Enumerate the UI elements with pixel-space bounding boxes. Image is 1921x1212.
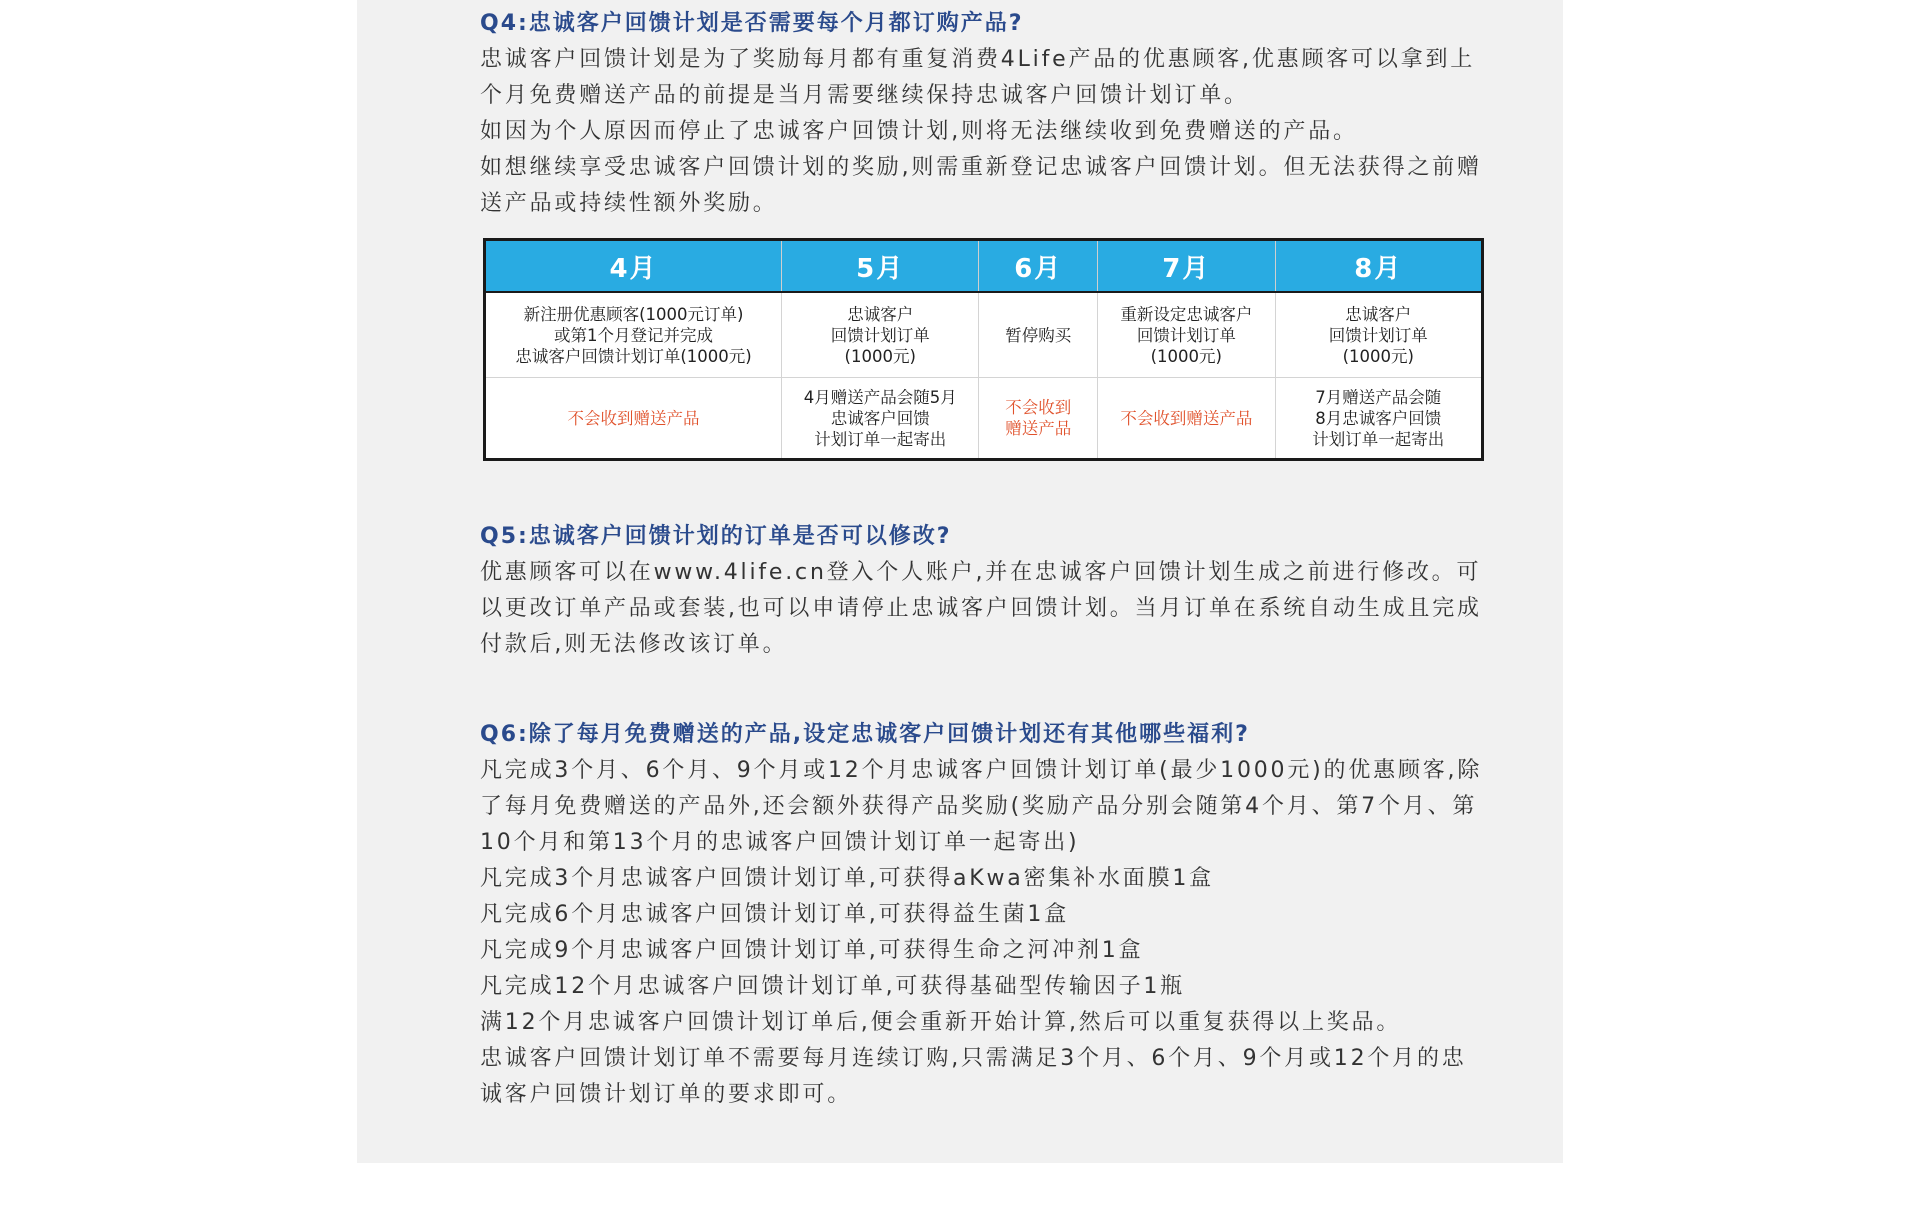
question-title: Q6:除了每月免费赠送的产品,设定忠诚客户回馈计划还有其他哪些福利?: [480, 722, 1250, 747]
table-cell: [782, 292, 979, 378]
answer-paragraph: 凡完成6个月忠诚客户回馈计划订单,可获得益生菌1盒: [480, 902, 1069, 927]
cell-line: 不会收到赠送产品: [1120, 408, 1253, 428]
cell-line: 不会收到: [1005, 398, 1072, 417]
cell-line: 忠诚客户回馈: [830, 408, 930, 428]
cell-line: 计划订单一起寄出: [814, 429, 947, 449]
cell-line: 暂停购买: [1005, 325, 1072, 345]
cell-line: 新注册优惠顾客(1000元订单): [523, 304, 744, 324]
answer-paragraph: 如想继续享受忠诚客户回馈计划的奖励,则需重新登记忠诚客户回馈计划。但无法获得之前赠送产品或持续性额外奖励。: [480, 155, 1482, 216]
faq-q6: [480, 717, 1488, 1113]
header-june: 6月: [979, 240, 1098, 293]
answer-paragraph: 如因为个人原因而停止了忠诚客户回馈计划,则将无法继续收到免费赠送的产品。: [480, 119, 1358, 144]
header-april: 4月: [485, 240, 782, 293]
answer-paragraph: 满12个月忠诚客户回馈计划订单后,便会重新开始计算,然后可以重复获得以上奖品。: [480, 1010, 1402, 1035]
answer-paragraph: 凡完成3个月忠诚客户回馈计划订单,可获得aKwa密集补水面膜1盒: [480, 866, 1214, 891]
cell-line: 计划订单一起寄出: [1312, 429, 1445, 449]
cell-line: (1000元): [1150, 346, 1222, 366]
table-cell: [485, 378, 782, 460]
header-august: 8月: [1275, 240, 1482, 293]
cell-line: 忠诚客户: [847, 304, 914, 324]
table-row: [485, 292, 1483, 378]
answer-paragraph: 凡完成12个月忠诚客户回馈计划订单,可获得基础型传输因子1瓶: [480, 974, 1185, 999]
table-header-row: [485, 240, 1483, 293]
cell-line: 忠诚客户回馈计划订单(1000元): [515, 346, 752, 366]
cell-line: 7月赠送产品会随: [1315, 387, 1442, 407]
cell-line: 回馈计划订单: [830, 325, 930, 345]
table-cell: [782, 378, 979, 460]
question-title: Q5:忠诚客户回馈计划的订单是否可以修改?: [480, 524, 952, 549]
cell-line: 赠送产品: [1005, 419, 1072, 438]
faq-q4: [480, 6, 1488, 222]
answer-paragraph: 凡完成3个月、6个月、9个月或12个月忠诚客户回馈计划订单(最少1000元)的优惠顾客,除了每月免费赠送的产品外,还会额外获得产品奖励(奖励产品分别会随第4个月、第7个月、第10个月和第13个月的忠诚客户回馈计划订单一起寄出): [480, 758, 1483, 855]
monthly-plan-table: [483, 238, 1484, 461]
cell-line: 重新设定忠诚客户: [1120, 304, 1253, 324]
table-cell: [1098, 292, 1276, 378]
cell-line: 8月忠诚客户回馈: [1315, 408, 1442, 428]
table-cell: [979, 378, 1098, 460]
answer-paragraph: 忠诚客户回馈计划订单不需要每月连续订购,只需满足3个月、6个月、9个月或12个月的忠诚客户回馈计划订单的要求即可。: [480, 1046, 1467, 1107]
faq-q5: [480, 519, 1488, 663]
cell-line: 或第1个月登记并完成: [554, 325, 713, 345]
table-row: [485, 378, 1483, 460]
content-panel: [357, 0, 1563, 1163]
cell-line: 不会收到赠送产品: [567, 408, 700, 428]
cell-line: (1000元): [1342, 346, 1414, 366]
table-cell: [1275, 378, 1482, 460]
cell-line: 忠诚客户: [1345, 304, 1412, 324]
question-title: Q4:忠诚客户回馈计划是否需要每个月都订购产品?: [480, 11, 1024, 36]
table-cell: [1275, 292, 1482, 378]
cell-line: 4月赠送产品会随5月: [803, 387, 957, 407]
header-may: 5月: [782, 240, 979, 293]
answer-paragraph: 忠诚客户回馈计划是为了奖励每月都有重复消费4Life产品的优惠顾客,优惠顾客可以拿到上个月免费赠送产品的前提是当月需要继续保持忠诚客户回馈计划订单。: [480, 47, 1476, 108]
cell-line: 回馈计划订单: [1136, 325, 1236, 345]
table-cell: [1098, 378, 1276, 460]
answer-paragraph: 凡完成9个月忠诚客户回馈计划订单,可获得生命之河冲剂1盒: [480, 938, 1144, 963]
table-cell: [979, 292, 1098, 378]
header-july: 7月: [1098, 240, 1276, 293]
cell-line: 回馈计划订单: [1328, 325, 1428, 345]
cell-line: (1000元): [844, 346, 916, 366]
table-cell: [485, 292, 782, 378]
answer-paragraph: 优惠顾客可以在www.4life.cn登入个人账户,并在忠诚客户回馈计划生成之前进行修改。可以更改订单产品或套装,也可以申请停止忠诚客户回馈计划。当月订单在系统自动生成且完成付款后,则无法修改该订单。: [480, 560, 1482, 657]
